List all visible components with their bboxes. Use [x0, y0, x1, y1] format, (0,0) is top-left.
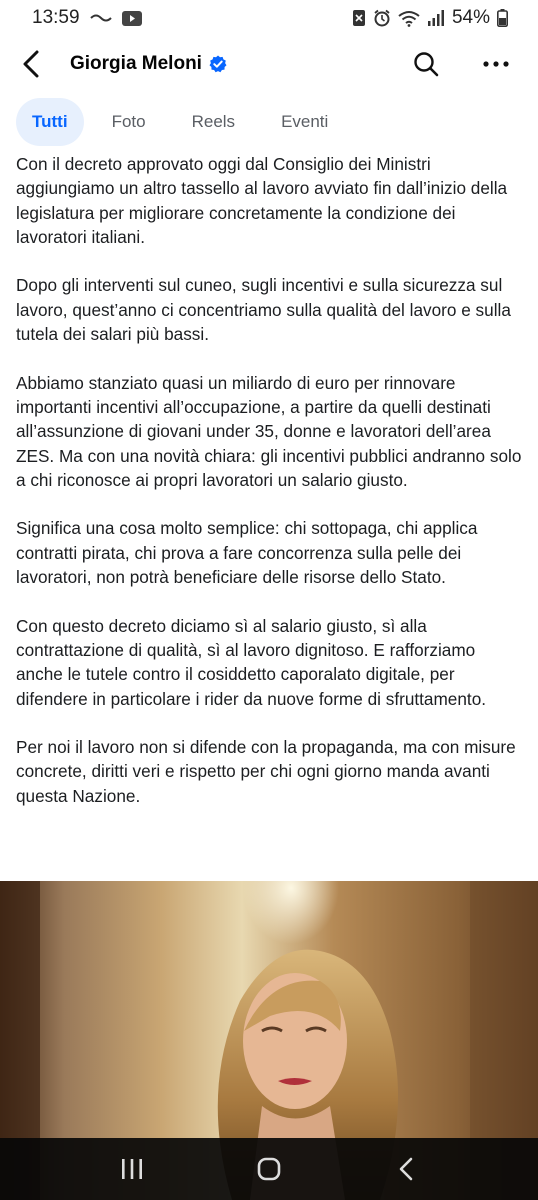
verified-badge-icon [209, 55, 227, 73]
search-button[interactable] [404, 42, 448, 86]
battery-percent: 54% [451, 7, 490, 28]
status-time: 13:59 [32, 7, 80, 28]
battery-icon [497, 9, 508, 27]
cast-icon [90, 12, 112, 24]
post-paragraph: Con questo decreto diciamo sì al salario giusto, sì alla contrattazione di qualità, sì al lavoro dignitoso. E rafforziamo anche le tutele contro il cosiddetto caporalato digitale, per difendere in particolare i rider da nuove forme di sfruttamento. [16, 615, 487, 709]
page-header [0, 36, 538, 92]
back-icon [398, 1157, 414, 1181]
home-button[interactable] [239, 1144, 299, 1194]
tab-tutti[interactable]: Tutti [16, 98, 84, 146]
alarm-icon [373, 9, 391, 27]
home-icon [257, 1157, 281, 1181]
post-paragraph: Dopo gli interventi sul cuneo, sugli incentivi e sulla sicurezza sul lavoro, quest’anno ci concentriamo sulla qualità del lavoro e sulla tutela dei salari più bassi. [16, 275, 511, 345]
more-options-button[interactable] [474, 42, 518, 86]
back-arrow-icon [22, 50, 40, 78]
recent-apps-icon [120, 1158, 144, 1180]
recent-apps-button[interactable] [102, 1144, 162, 1194]
wifi-icon [398, 10, 420, 27]
back-button[interactable] [0, 36, 62, 92]
system-nav-bar [0, 1138, 538, 1200]
tab-reels[interactable]: Reels [191, 112, 236, 131]
post-paragraph: Per noi il lavoro non si difende con la propaganda, ma con misure concrete, diritti veri e rispetto per chi ogni giorno manda avanti questa Nazione. [16, 737, 516, 806]
post-text [16, 152, 526, 832]
search-icon [413, 51, 439, 77]
status-bar [0, 0, 538, 36]
filter-tabs [16, 98, 358, 146]
tab-foto[interactable]: Foto [111, 112, 146, 131]
page-title[interactable]: Giorgia Meloni [70, 53, 202, 74]
post-paragraph: Significa una cosa molto semplice: chi sottopaga, chi applica contratti pirata, chi prova a fare concorrenza sulla pelle dei lavoratori, non potrà beneficiare delle risorse dello Stato. [16, 518, 478, 588]
system-back-button[interactable] [376, 1144, 436, 1194]
post-paragraph: Con il decreto approvato oggi dal Consiglio dei Ministri aggiungiamo un altro tassello al lavoro avviato fin dall’inizio della legislatura per migliorare concretamente la condizione dei lavoratori italiani. [16, 154, 508, 247]
more-options-icon [483, 60, 509, 68]
tab-eventi[interactable]: Eventi [281, 112, 329, 131]
nfc-icon [352, 9, 366, 27]
youtube-icon [122, 11, 142, 26]
signal-icon [427, 10, 445, 26]
post-paragraph: Abbiamo stanziato quasi un miliardo di euro per rinnovare importanti incentivi all’occupazione, a partire da quelli destinati all’assunzione di giovani under 35, donne e lavoratori dell’area ZES. Ma con una novità chiara: gli incentivi pubblici andranno solo a chi riconosce ai propri lavoratori un salario giusto. [16, 372, 522, 490]
